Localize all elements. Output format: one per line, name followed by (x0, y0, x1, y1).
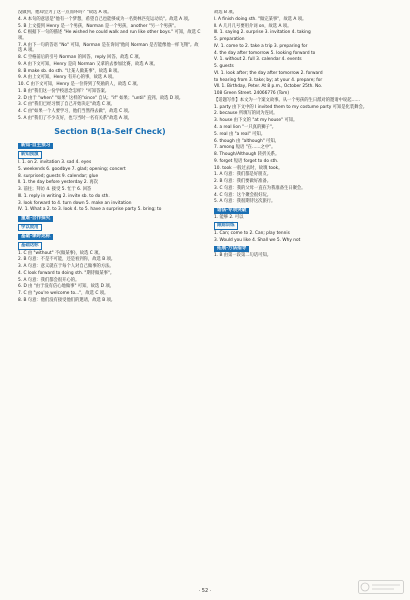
answer-line: 没做到，他却会为了这一点而坏吗？"故选 A 项。 (18, 10, 112, 15)
answer-line: Ⅵ. 1. look after; the day after tomorrow 2. forward (214, 70, 323, 76)
answer-line: Ⅱ. A 几月几号要用介词 on，故选 A 项。 (214, 23, 292, 29)
answer-line: Ⅳ. 1. What a 2. to 3. look 4. to 5. have a surprise party 5. bring; to (18, 207, 162, 213)
section-subheading: 重难·合作探究 (18, 216, 53, 222)
section-title: Section B(1a-Self Check) (54, 127, 166, 137)
answer-line: 6. C 根据下一句的描述 "He wished he could walk and run like other boys." 可知，故选 C 项。 (18, 30, 201, 41)
left-column (18, 10, 202, 588)
right-column (214, 10, 398, 588)
answer-line: to hearing from 3. take; by; at your 4. prepare; for (214, 77, 323, 83)
answer-line: 3. C 句意：我的父母一直在为我准备生日聚会。 (214, 185, 306, 191)
answer-line: Ⅳ. 1. come to 2. take a trip 3. preparing for (214, 43, 308, 49)
answer-line: 5. preparation (214, 37, 245, 43)
answer-line: Ⅱ. 1. the day before yesterday 2. 再次 (18, 180, 98, 186)
answer-line: Ⅰ. 1. on 2. invitation 3. sad 4. eyes (18, 160, 92, 166)
answer-line: 5. A 句意：我们都会很开心的。 (18, 277, 80, 283)
answer-line: 3. C 由"我们已经习惯了自己开始决定"故选 C 项。 (18, 102, 115, 108)
answer-line: 8. C 空格前后的引号 Norman 的回答。reply 回答。故选 C 项。 (18, 54, 143, 60)
answer-line: Ⅶ. 1. Birthday, Peter. At 8 p.m., October 25th. No. (214, 84, 323, 90)
answer-line: 4. C 由"如果一个人要学习，他们当然得去做"，故选 C 项。 (18, 109, 133, 115)
answer-line: Ⅴ. 1. without 2. full 3. calendar 4. events (214, 57, 302, 63)
answer-line: 4. C look forward to doing sth. "期待做某事"。 (18, 270, 115, 276)
answer-line: 2. B 句意：不是不可能，还是看到你，故选 B 项。 (18, 257, 116, 263)
answer-line: 3. 前往；拜访 4. 接受 5. 忙于 6. 回答 (18, 187, 92, 193)
answer-line: 3. Would you like 4. Shall we 5. Why not (214, 237, 301, 243)
section-subheading: 基础·课时达标 (18, 234, 53, 240)
answer-line: 9. forget 短语 forget to do sth. (214, 158, 279, 164)
answer-line: 3. A 句意：意义就在于每个人对自己做事的方法。 (18, 264, 114, 270)
answer-line: 3. look forward to 4. turn down 5. make an invitation (18, 200, 132, 206)
answer-line: 5. guests (214, 64, 234, 70)
answer-line: 故选 B 项。 (214, 10, 237, 15)
answer-line: 4. the day after tomorrow 5. looking forward to (214, 50, 316, 56)
section-tag: 学以致用 (18, 224, 42, 232)
answer-line: 4. a real lion "一只真的狮子"。 (214, 125, 277, 131)
answer-line: 8. Though/Although 转折关系。 (214, 152, 280, 158)
answer-line: Ⅰ. A finish doing sth. "做完某事"，故选 A 项。 (214, 16, 307, 22)
answer-line: 【话题写作】本文为一个案文故事。从一个男孩的生日派对的邀请中说起…… (214, 97, 361, 103)
answer-line: 2. D 由于 "when" "如果" 这样的"since" 自从；"if" 如果；"until" 直到。故选 D 项。 (18, 95, 184, 101)
watermark-logo-icon (358, 580, 404, 594)
answer-line: 6. though 由 "although" 可知。 (214, 138, 279, 144)
answer-line: 6. D 由 "由于没有信心地做事" 可知，故选 D 项。 (18, 284, 114, 290)
answer-line: 5. A 句意：我很期待这次旅行。 (214, 199, 276, 205)
answer-line: 1. C 由 "without" 不(做某事)，故选 C 项。 (18, 250, 103, 256)
answer-line: 4. A 本句的意思是"他有一个梦想，希望自己也能够成为一名奥林匹克运动员"。故选 A 项。 (18, 16, 193, 22)
answer-line: 1. Can; come to 2. Can; play tennis (214, 231, 290, 237)
answer-line: 1. A 句意：我们都是好朋友。 (214, 172, 272, 178)
section-tag: 基础达标 (18, 242, 42, 250)
answer-line: 9. A 由上文可知，Henry 有开心的事，故选 A 项。 (18, 75, 117, 81)
answer-line: 9. A 由下文可知，Henry 是向 Norman 又拿的去参加比赛，故选 A 项。 (18, 61, 158, 67)
page-number: · 52 · (198, 587, 212, 594)
answer-line: 5. real 由 "a real" 可知。 (214, 131, 265, 137)
section-tag: 新知预演 (18, 151, 42, 159)
section-subheading: 语法·专项突破 (214, 208, 249, 214)
answer-line: 108 Green Street. 24066776 (Tom) (214, 91, 290, 97)
answer-line: 8. surprised; guests 9. calendar; glue (18, 173, 99, 179)
section-subheading: 新知·自主预习 (18, 143, 53, 149)
answer-line: 1. party 由下文中的 I invited them to my costume party 可知是化装舞会。 (214, 104, 368, 110)
answer-line: Ⅲ. 1. saying 2. surprise 3. invitation 4. taking (214, 30, 311, 36)
answer-line: 4. C 句意：这个聚会很好玩。 (214, 192, 272, 198)
answer-line: 1. B 由第一段第二句话可知。 (214, 253, 272, 259)
answer-line: Ⅲ. 1. reply in writing 2. invite sb. to do sth. (18, 193, 110, 199)
answer-line: 10. C 由下文可知，Henry 是一位得到了奖励的人，故选 C 项。 (18, 82, 141, 88)
answer-line: 8. B 句意：他们没有接受他们的邀请，故选 B 项。 (18, 297, 116, 303)
answer-line: 5. weekends 6. goodbye 7. glad; opening; concert (18, 166, 126, 172)
section-subheading: 拓展·方法指导 (214, 246, 249, 252)
answer-line: 10. took 一般过去时，故填 took。 (214, 165, 283, 171)
answer-line: 1. 能够 2. 可以 (214, 214, 244, 220)
answer-line: 1. B 由"我们这一份学校思念怎样？"可知答案。 (18, 88, 110, 94)
answer-line: 7. among 短语 "在……之中"。 (214, 145, 276, 151)
answer-line: 5. B 上文提到 Henry 是一个男孩，Norman 是一个男孩，another "另一个男孩"。 (18, 23, 179, 29)
answer-line: 3. house 由下文的 "at my house" 可知。 (214, 118, 298, 124)
answer-line: 2. B 句意：我们要做好准备。 (214, 179, 272, 185)
answer-line: 8. B make sb. do sth. "让某人做某事"，故选 B 项。 (18, 68, 122, 74)
answer-line: 5. A 由"我们了不少友好，也与当时一名有关系"故选 A 项。 (18, 115, 132, 121)
answer-line: 2. because 所填写的词为连词。 (214, 111, 278, 117)
page (18, 10, 398, 588)
answer-line: 7. C 由 "you're welcome to..."，故选 C 项。 (18, 291, 109, 297)
answer-line: 7. A 由下一句的答语 "No" 可知，Norman 是在询问"他问 Norman 是否能像他一样飞翔"。故选 A 项。 (18, 42, 199, 54)
section-tag: 跟踪训练 (214, 222, 238, 230)
